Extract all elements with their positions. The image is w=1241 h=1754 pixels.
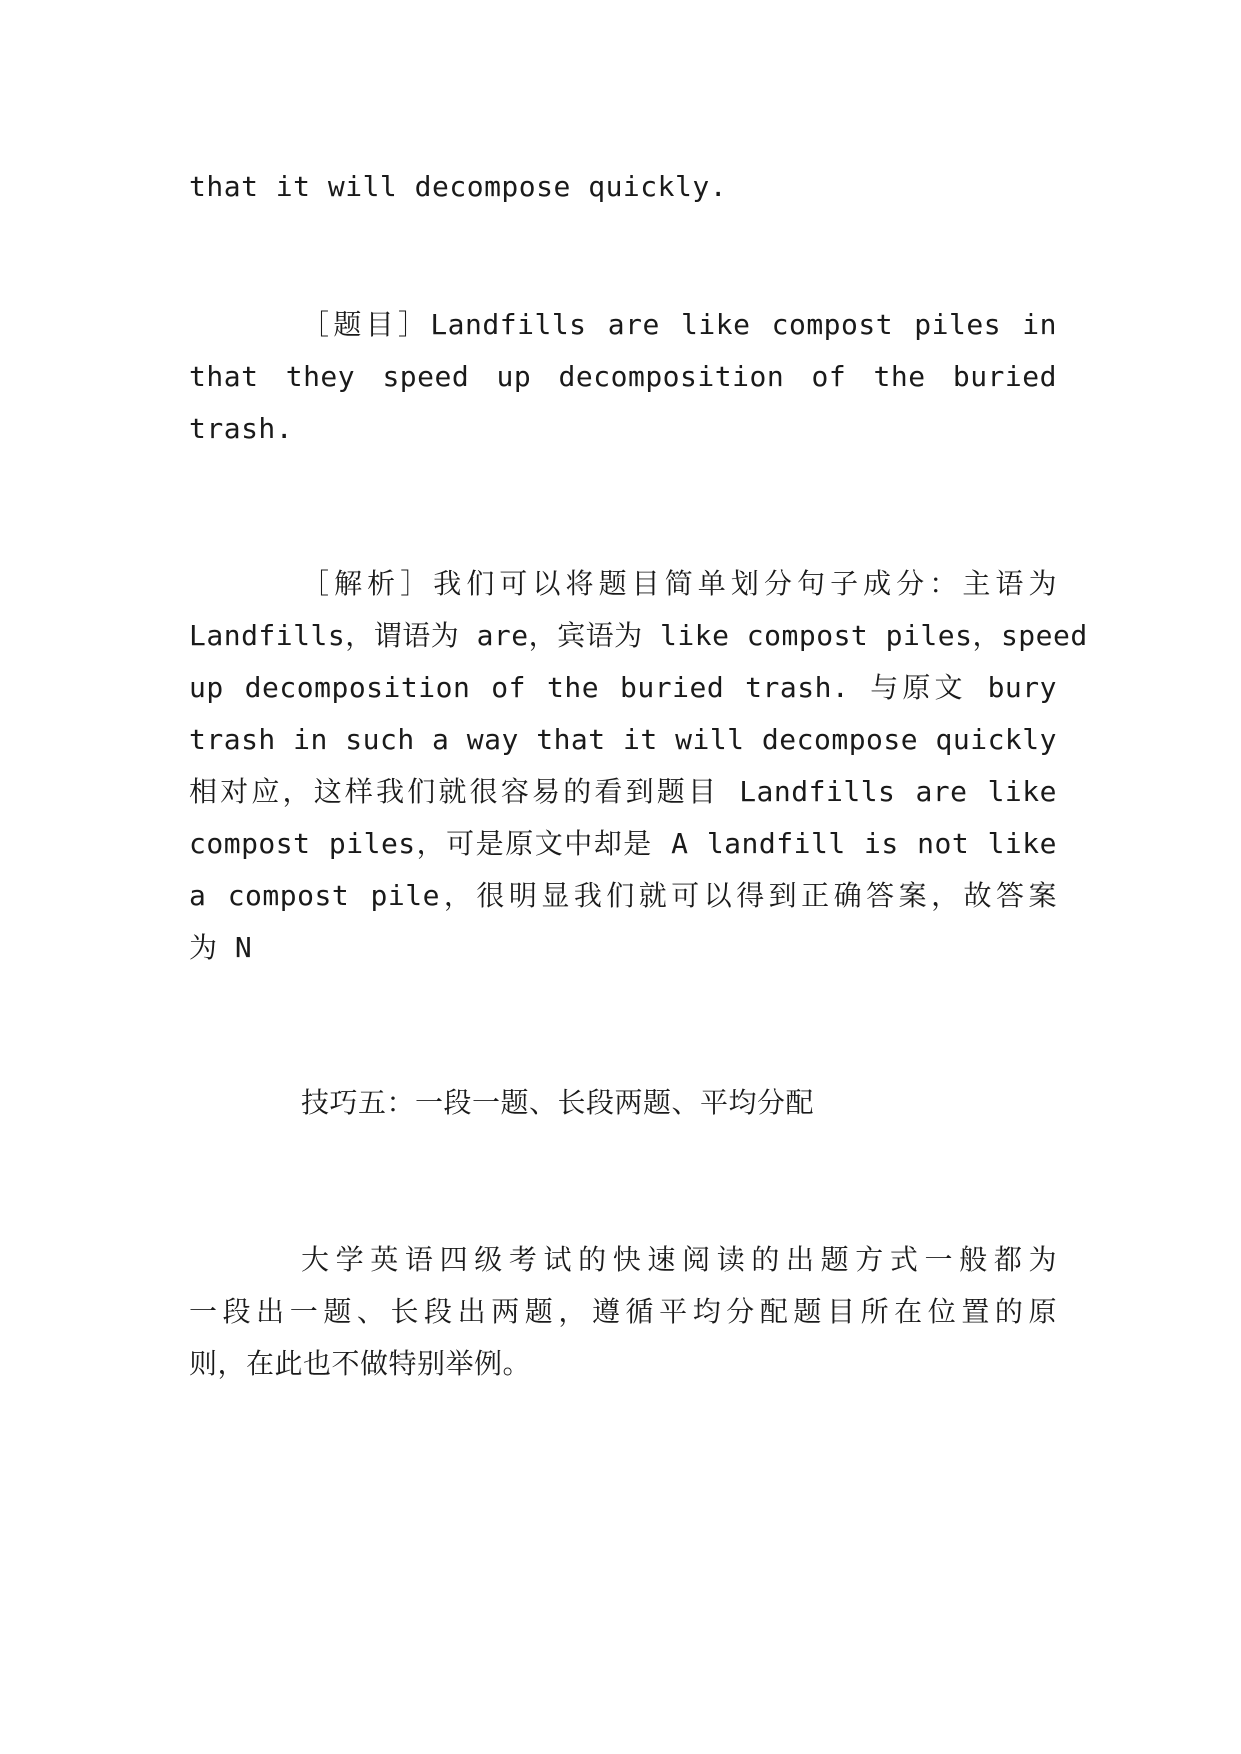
paragraph-line: 大学英语四级考试的快速阅读的出题方式一般都为 bbox=[301, 1243, 1057, 1276]
question-line: that they speed up decomposition of the buried bbox=[189, 360, 1057, 393]
analysis-line: trash in such a way that it will decompose quickly bbox=[189, 723, 1057, 756]
analysis-line: compost piles，可是原文中却是 A landfill is not like bbox=[189, 827, 1057, 860]
analysis-line: Landfills，谓语为 are，宾语为 like compost piles，speed bbox=[189, 619, 1088, 652]
analysis-line: 为 N bbox=[189, 931, 253, 964]
question-line: trash. bbox=[189, 412, 294, 445]
section-heading: 技巧五：一段一题、长段两题、平均分配 bbox=[301, 1086, 815, 1119]
analysis-line: 相对应，这样我们就很容易的看到题目 Landfills are like bbox=[189, 775, 1057, 808]
paragraph-line: 则，在此也不做特别举例。 bbox=[189, 1347, 532, 1380]
analysis-line: ［解析］我们可以将题目简单划分句子成分：主语为 bbox=[301, 567, 1057, 600]
paragraph-line: 一段出一题、长段出两题，遵循平均分配题目所在位置的原 bbox=[189, 1295, 1057, 1328]
analysis-line: a compost pile，很明显我们就可以得到正确答案，故答案 bbox=[189, 879, 1057, 912]
analysis-line: up decomposition of the buried trash. 与原文 bury bbox=[189, 671, 1057, 704]
paragraph-line: that it will decompose quickly. bbox=[189, 170, 728, 203]
question-line: ［题目］Landfills are like compost piles in bbox=[301, 308, 1057, 341]
